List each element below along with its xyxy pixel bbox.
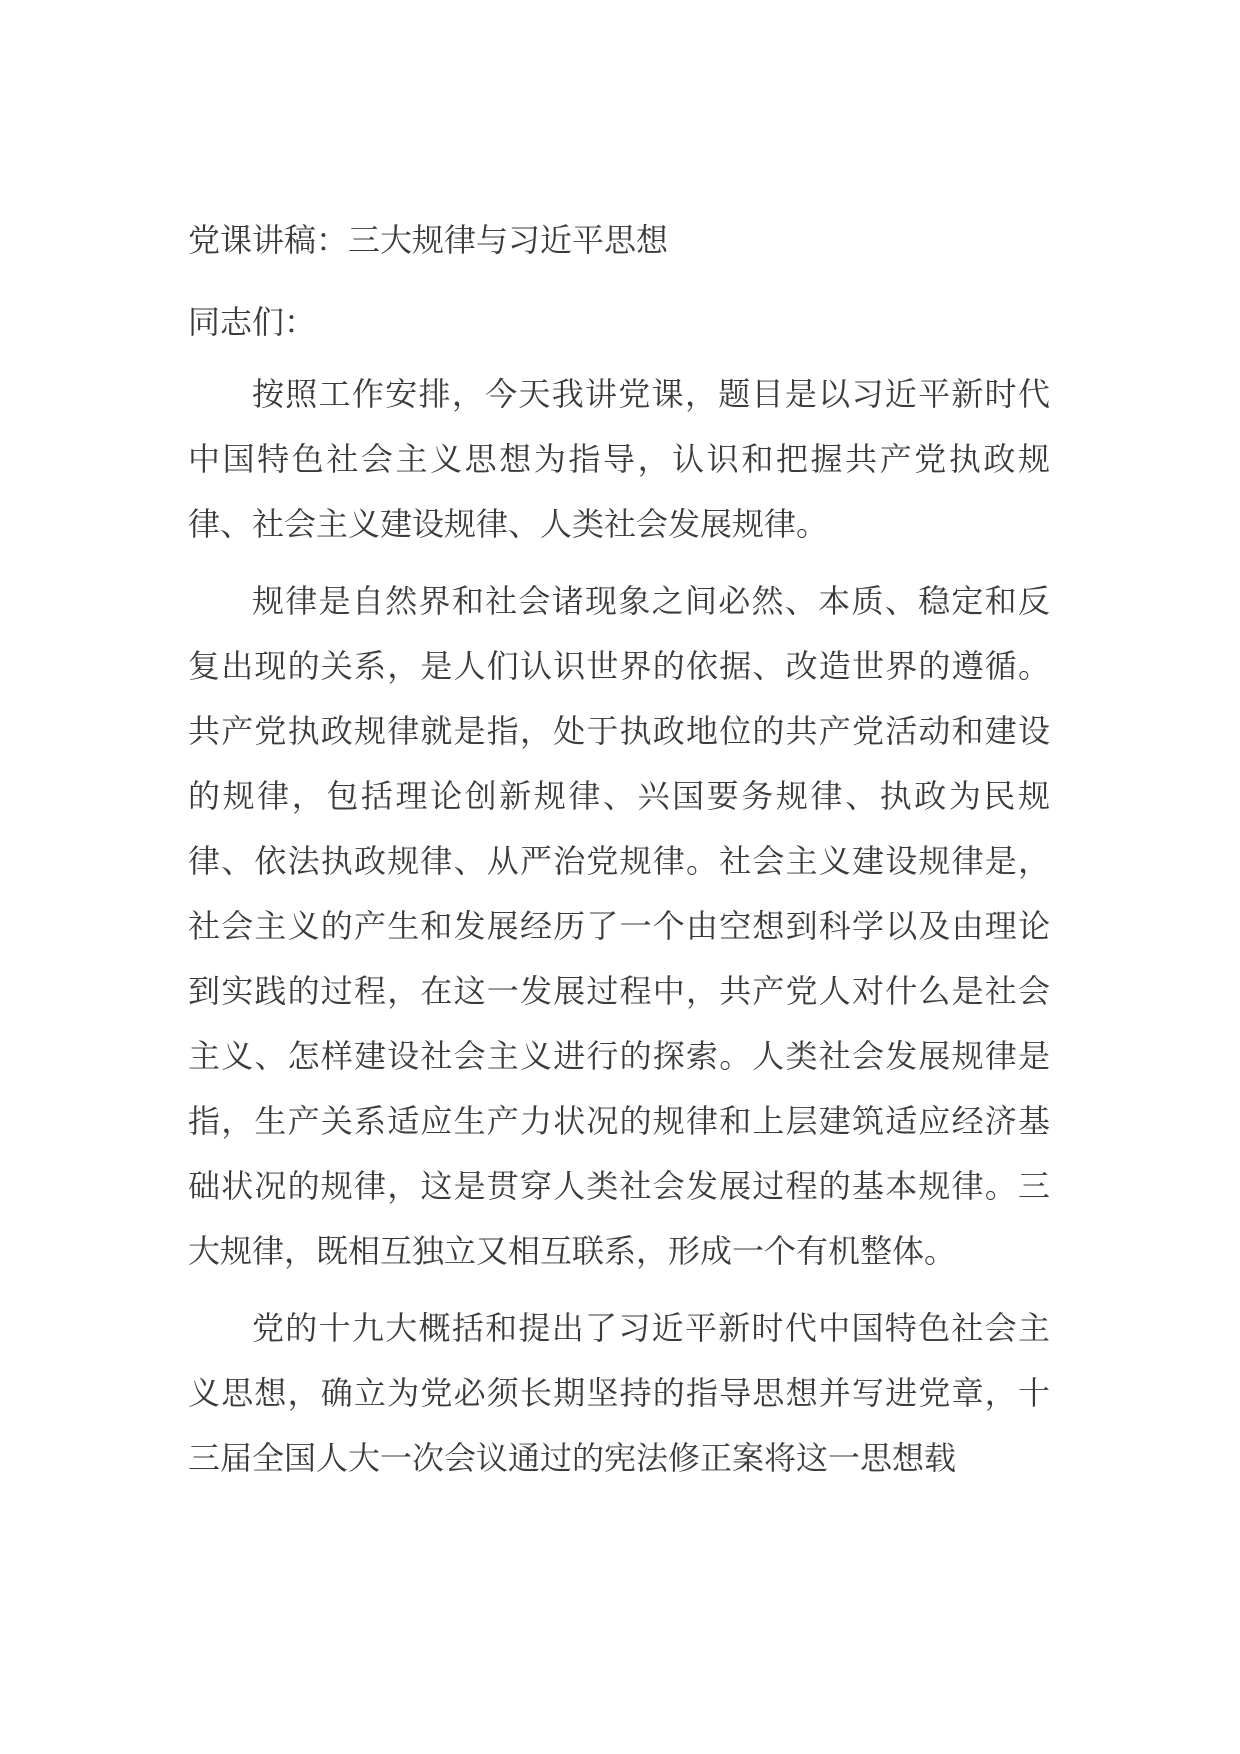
- paragraph-nineteenth-congress: 党的十九大概括和提出了习近平新时代中国特色社会主义思想，确立为党必须长期坚持的指导思想并写进党章，十三届全国人大一次会议通过的宪法修正案将这一思想载: [188, 1309, 1050, 1477]
- paragraph-laws-definition: 规律是自然界和社会诸现象之间必然、本质、稳定和反复出现的关系，是人们认识世界的依据、改造世界的遵循。共产党执政规律就是指，处于执政地位的共产党活动和建设的规律，包括理论创新规律、兴国要务规律、执政为民规律、依法执政规律、从严治党规律。社会主义建设规律是，社会主义的产生和发展经历了一个由空想到科学以及由理论到实践的过程，在这一发展过程中，共产党人对什么是社会主义、怎样建设社会主义进行的探索。人类社会发展规律是指，生产关系适应生产力状况的规律和上层建筑适应经济基础状况的规律，这是贯穿人类社会发展过程的基本规律。三大规律，既相互独立又相互联系，形成一个有机整体。: [188, 582, 1050, 1270]
- paragraph-intro: 按照工作安排，今天我讲党课，题目是以习近平新时代中国特色社会主义思想为指导，认识和把握共产党执政规律、社会主义建设规律、人类社会发展规律。: [188, 375, 1050, 543]
- document-body: [188, 218, 1050, 1491]
- document-title: 党课讲稿：三大规律与习近平思想: [188, 221, 669, 259]
- salutation: 同志们：: [188, 303, 317, 341]
